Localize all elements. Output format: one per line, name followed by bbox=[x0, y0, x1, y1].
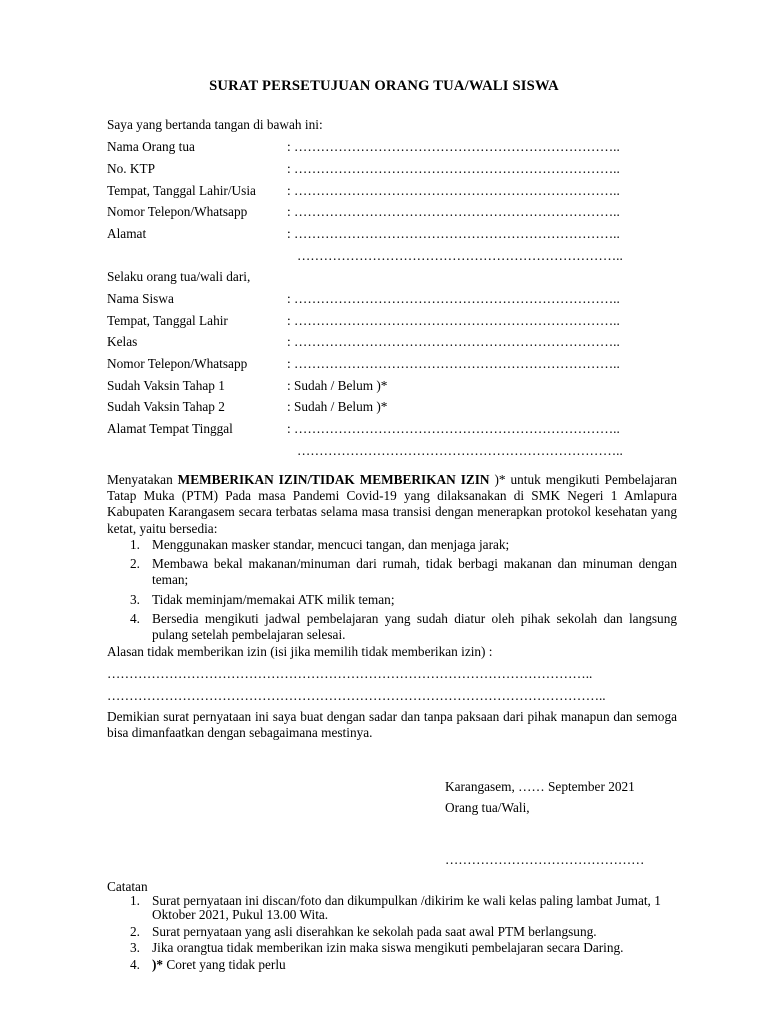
field-label: Tempat, Tanggal Lahir bbox=[107, 313, 228, 328]
statement-paragraph bbox=[107, 472, 677, 537]
list-item bbox=[107, 958, 682, 972]
list-text: Coret yang tidak perlu bbox=[163, 956, 286, 972]
list-item bbox=[107, 592, 677, 608]
field-value: : ……………………………………………………………….. bbox=[287, 356, 620, 371]
field-value: : ……………………………………………………………….. bbox=[287, 291, 620, 306]
field-value: : ……………………………………………………………….. bbox=[287, 204, 620, 219]
statement-suffix: )* untuk mengikuti Pembelajaran Tatap Muka (PTM) Pada masa Pandemi Covid-19 yang dilaksanakan di SMK Negeri 1 Amlapura Kabupaten Karangasem secara terbatas selama masa transisi dengan menerapkan protokol kesehatan yang ketat, yaitu bersedia: bbox=[107, 472, 677, 536]
field-label: Alamat bbox=[107, 226, 147, 241]
list-text: Surat pernyataan ini discan/foto dan dikumpulkan /dikirim ke wali kelas paling lambat Jumat, 1 Oktober 2021, Pukul 13.00 Wita. bbox=[152, 893, 661, 923]
field-value: : ……………………………………………………………….. bbox=[287, 313, 620, 328]
list-number: 1. bbox=[130, 537, 140, 552]
statement-bold: MEMBERIKAN IZIN/TIDAK MEMBERIKAN IZIN bbox=[177, 472, 490, 487]
field-label: No. KTP bbox=[107, 161, 156, 176]
list-text: Surat pernyataan yang asli diserahkan ke sekolah pada saat awal PTM berlangsung. bbox=[152, 923, 597, 939]
page-title: SURAT PERSETUJUAN ORANG TUA/WALI SISWA bbox=[209, 78, 559, 94]
field-label: Nomor Telepon/Whatsapp bbox=[107, 356, 248, 371]
list-number: 4. bbox=[130, 956, 140, 972]
reason-line: ………………………………………………………………………………………………….. bbox=[107, 688, 606, 703]
field-label: Kelas bbox=[107, 334, 138, 349]
field-label: Sudah Vaksin Tahap 2 bbox=[107, 399, 225, 414]
field-value: : ……………………………………………………………….. bbox=[287, 139, 620, 154]
field-label: Tempat, Tanggal Lahir/Usia bbox=[107, 183, 256, 198]
list-item bbox=[107, 556, 677, 588]
list-item bbox=[107, 611, 677, 643]
list-text: Jika orangtua tidak memberikan izin maka siswa mengikuti pembelajaran secara Daring. bbox=[152, 940, 624, 956]
field-value: : ……………………………………………………………….. bbox=[287, 421, 620, 436]
closing-paragraph: Demikian surat pernyataan ini saya buat dengan sadar dan tanpa paksaan dari pihak manapun dan semoga bisa dimanfaatkan dengan sebagaimana mestinya. bbox=[107, 709, 677, 741]
field-label: Nomor Telepon/Whatsapp bbox=[107, 204, 248, 219]
list-number: 2. bbox=[130, 556, 140, 572]
signature-role: Orang tua/Wali, bbox=[445, 800, 530, 815]
list-text: Tidak meminjam/memakai ATK milik teman; bbox=[152, 591, 395, 607]
list-number: 2. bbox=[130, 923, 140, 939]
intro-text: Saya yang bertanda tangan di bawah ini: bbox=[107, 117, 323, 132]
student-intro: Selaku orang tua/wali dari, bbox=[107, 269, 251, 284]
field-label: Alamat Tempat Tinggal bbox=[107, 421, 233, 436]
list-text: Bersedia mengikuti jadwal pembelajaran yang sudah diatur oleh pihak sekolah dan langsung pulang setelah pembelajaran selesai. bbox=[152, 610, 677, 643]
field-value: : ……………………………………………………………….. bbox=[287, 183, 620, 198]
list-number: 1. bbox=[130, 893, 140, 908]
field-value: : ……………………………………………………………….. bbox=[287, 161, 620, 176]
list-number: 4. bbox=[130, 610, 140, 626]
list-item bbox=[107, 537, 677, 553]
field-value: : ……………………………………………………………….. bbox=[287, 226, 620, 241]
field-value: : Sudah / Belum )* bbox=[287, 399, 388, 414]
list-number: 3. bbox=[130, 591, 140, 607]
statement-prefix: Menyatakan bbox=[107, 472, 178, 487]
commitment-list bbox=[107, 537, 677, 643]
reason-label: Alasan tidak memberikan izin (isi jika memilih tidak memberikan izin) : bbox=[107, 644, 493, 659]
field-label: Nama Orang tua bbox=[107, 139, 195, 154]
notes-title: Catatan bbox=[107, 879, 148, 894]
signature-place-date: Karangasem, …… September 2021 bbox=[445, 779, 635, 794]
signature-line: ……………………………………… bbox=[445, 852, 645, 867]
list-text: Membawa bekal makanan/minuman dari rumah, tidak berbagi makanan dan minuman dengan teman; bbox=[152, 556, 677, 588]
reason-line: ……………………………………………………………………………………………….. bbox=[107, 666, 593, 681]
field-label: Sudah Vaksin Tahap 1 bbox=[107, 378, 225, 393]
list-item bbox=[107, 894, 682, 923]
field-label: Nama Siswa bbox=[107, 291, 174, 306]
list-text: Menggunakan masker standar, mencuci tangan, dan menjaga jarak; bbox=[152, 537, 510, 552]
notes-list bbox=[107, 894, 682, 972]
list-bold-mark: )* bbox=[152, 956, 164, 972]
field-value-continuation: ……………………………………………………………….. bbox=[297, 248, 623, 263]
field-value: : ……………………………………………………………….. bbox=[287, 334, 620, 349]
field-value: : Sudah / Belum )* bbox=[287, 378, 388, 393]
list-item bbox=[107, 941, 682, 955]
list-number: 3. bbox=[130, 940, 140, 956]
list-item bbox=[107, 925, 682, 939]
field-value-continuation: ……………………………………………………………….. bbox=[297, 443, 623, 458]
